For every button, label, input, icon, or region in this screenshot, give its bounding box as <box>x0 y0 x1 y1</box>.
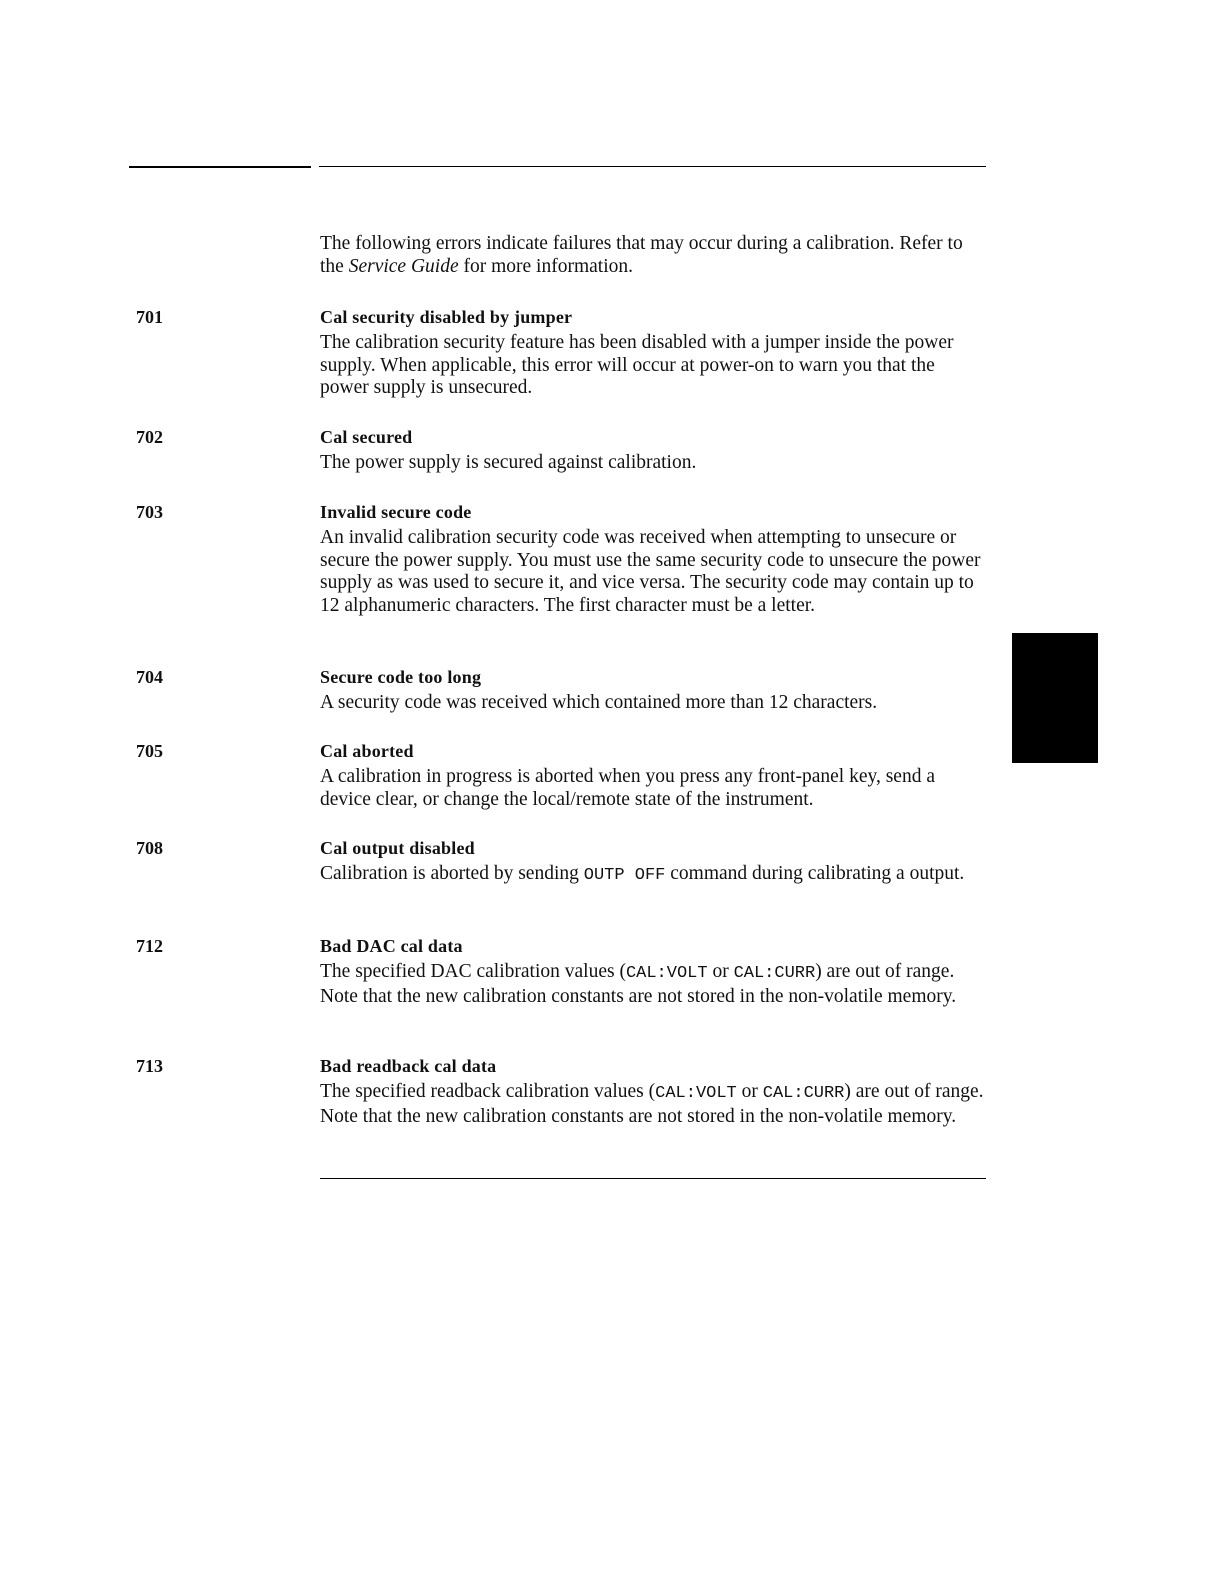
description-text: The specified DAC calibration values ( <box>320 961 626 982</box>
error-description <box>320 1081 984 1128</box>
error-description: The calibration security feature has been disabled with a jumper inside the power supply. When applicable, this error will occur at power-on to warn you that the power supply is unsecured. <box>320 332 954 399</box>
service-guide-reference: Service Guide <box>348 256 459 277</box>
error-title: Secure code too long <box>320 667 482 687</box>
error-title: Cal security disabled by jumper <box>320 307 573 327</box>
header-rule <box>319 166 986 167</box>
error-title: Bad DAC cal data <box>320 936 463 956</box>
footer-rule <box>320 1178 986 1179</box>
error-title: Bad readback cal data <box>320 1056 497 1076</box>
error-code: 701 <box>136 307 163 327</box>
intro-text: The following errors indicate failures that may occur during a calibration. Refer to the <box>320 233 963 277</box>
chapter-tab-marker <box>1012 633 1098 763</box>
intro-text-end: for more information. <box>458 256 633 277</box>
error-description <box>320 863 984 888</box>
error-code: 712 <box>136 936 163 956</box>
error-description <box>320 961 984 1008</box>
error-description: A calibration in progress is aborted when you press any front-panel key, send a device clear, or change the local/remote state of the instrument. <box>320 766 935 810</box>
header-rule-left <box>129 166 311 168</box>
command-cal-volt: CAL:VOLT <box>625 964 708 983</box>
error-code: 705 <box>136 741 163 761</box>
description-text: or <box>736 1081 763 1102</box>
error-description: A security code was received which contained more than 12 characters. <box>320 692 878 713</box>
error-title: Cal aborted <box>320 741 414 761</box>
error-title: Invalid secure code <box>320 502 472 522</box>
command-cal-curr: CAL:CURR <box>762 1084 845 1103</box>
description-text: Calibration is aborted by sending <box>320 863 584 884</box>
command-cal-volt: CAL:VOLT <box>655 1084 737 1103</box>
error-code: 702 <box>136 427 163 447</box>
error-code: 708 <box>136 838 163 858</box>
intro-paragraph <box>320 232 990 278</box>
command-cal-curr: CAL:CURR <box>733 964 816 983</box>
description-text: command during calibrating a output. <box>665 863 965 884</box>
error-description: The power supply is secured against calibration. <box>320 452 697 473</box>
description-text: or <box>707 961 734 982</box>
error-title: Cal secured <box>320 427 413 447</box>
error-code: 704 <box>136 667 163 687</box>
description-text: The specified readback calibration values ( <box>320 1081 656 1102</box>
error-title: Cal output disabled <box>320 838 475 858</box>
description-text: ) are out of range. Note that the new calibration constants are not stored in the non-volatile memory. <box>320 1081 984 1127</box>
description-text: ) are out of range. Note that the new calibration constants are not stored in the non-volatile memory. <box>320 961 957 1007</box>
command-outp-off: OUTP OFF <box>583 866 666 885</box>
error-code: 703 <box>136 502 163 522</box>
error-code: 713 <box>136 1056 163 1076</box>
error-description: An invalid calibration security code was received when attempting to unsecure or secure the power supply. You must use the same security code to unsecure the power supply as was used to secure it, and vice versa. The security code may contain up to 12 alphanumeric characters. The first character must be a letter. <box>320 527 981 616</box>
